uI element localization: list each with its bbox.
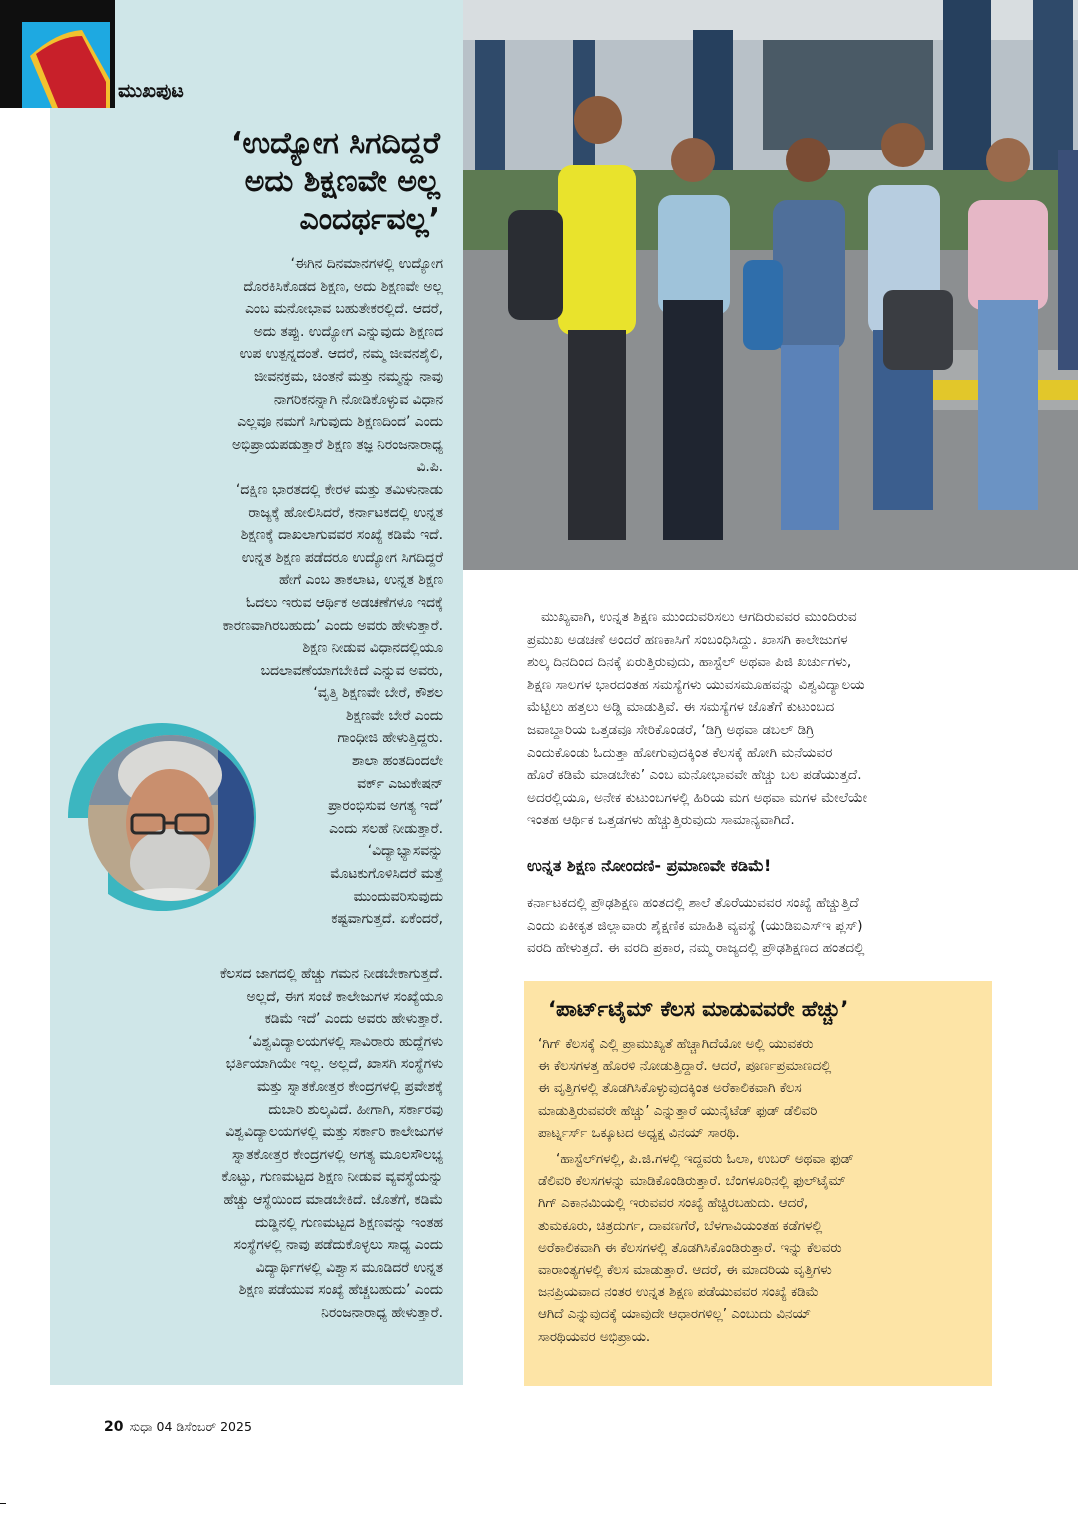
- body-line: ಅದು ತಪ್ಪು. ಉದ್ಯೋಗ ಎನ್ನುವುದು ಶಿಕ್ಷಣದ: [253, 323, 443, 340]
- body-line: ಅದರಲ್ಲಿಯೂ, ಅನೇಕ ಕುಟುಂಬಗಳಲ್ಲಿ ಹಿರಿಯ ಮಗ ಅಥವಾ ಮಗಳ ಮೇಲೆಯೇ: [527, 789, 868, 806]
- body-line: ಸ್ನಾತಕೋತ್ತರ ಕೇಂದ್ರಗಳಲ್ಲಿ ಅಗತ್ಯ ಮೂಲಸೌಲಭ್ಯ: [232, 1146, 443, 1163]
- body-line: ಹೇಗೆ ಎಂಬ ತಾಕಲಾಟ, ಉನ್ನತ ಶಿಕ್ಷಣ: [279, 572, 443, 589]
- body-line: ಕೊಟ್ಟು, ಗುಣಮಟ್ಟದ ಶಿಕ್ಷಣ ನೀಡುವ ವ್ಯವಸ್ಥೆಯನ್ನು: [221, 1169, 443, 1186]
- body-line: ಪ್ರಾರಂಭಿಸುವ ಅಗತ್ಯ ಇದೆ’: [328, 798, 443, 815]
- body-line: ಉನ್ನತ ಶಿಕ್ಷಣ ಪಡೆದರೂ ಉದ್ಯೋಗ ಸಿಗದಿದ್ದರೆ: [241, 549, 443, 566]
- sidebar-line: ಈ ಕೆಲಸಗಳತ್ತ ಹೊರಳಿ ನೋಡುತ್ತಿದ್ದಾರೆ. ಆದರೆ, ಪೂರ್ಣಪ್ರಮಾಣದಲ್ಲಿ: [538, 1059, 832, 1075]
- sidebar-line: ಡೆಲಿವರಿ ಕೆಲಸಗಳನ್ನು ಮಾಡಿಕೊಂಡಿರುತ್ತಾರೆ. ಬೆಂಗಳೂರಿನಲ್ಲಿ ಫುಲ್‌ಟೈಮ್: [538, 1174, 846, 1190]
- body-line: ಓದಲು ಇರುವ ಆರ್ಥಿಕ ಅಡಚಣೆಗಳೂ ಇದಕ್ಕೆ: [246, 594, 443, 611]
- body-line: ‘ವೃತ್ತಿ ಶಿಕ್ಷಣವೇ ಬೇರೆ, ಕೌಶಲ: [313, 685, 443, 702]
- body-line: ಹೆಚ್ಚು ಆಸ್ಥೆಯಿಂದ ಮಾಡಬೇಕಿದೆ. ಜೊತೆಗೆ, ಕಡಿಮೆ: [223, 1191, 443, 1208]
- sidebar-title: ‘ಪಾರ್ಟ್‌ಟೈಮ್ ಕೆಲಸ ಮಾಡುವವರೇ ಹೆಚ್ಚು’: [548, 997, 849, 1021]
- body-line: ಇಂತಹ ಆರ್ಥಿಕ ಒತ್ತಡಗಳು ಹೆಚ್ಚುತ್ತಿರುವುದು ಸಾಮಾನ್ಯವಾಗಿದೆ.: [527, 812, 795, 829]
- expert-portrait-photo: [88, 735, 254, 901]
- students-group-photo: [463, 0, 1078, 570]
- headline-line: ಅದು ಶಿಕ್ಷಣವೇ ಅಲ್ಲ: [244, 164, 440, 199]
- body-line: ಗಾಂಧೀಜಿ ಹೇಳುತ್ತಿದ್ದರು.: [337, 730, 443, 747]
- left-margin-strip: [0, 108, 50, 1525]
- sidebar-line: ಸಾರಥಿಯವರ ಅಭಿಪ್ರಾಯ.: [538, 1329, 651, 1345]
- body-line: ಬದಲಾವಣೆಯಾಗಬೇಕಿದೆ ಎನ್ನುವ ಅವರು,: [260, 662, 443, 679]
- left-body-text-lower: [105, 963, 443, 1325]
- body-line: ಮುಂದುವರಿಸುವುದು: [353, 888, 443, 905]
- body-line: ವರ್ಕ್ ಎಜುಕೇಷನ್: [357, 775, 443, 792]
- body-line: ಜವಾಬ್ದಾರಿಯ ಒತ್ತಡವೂ ಸೇರಿಕೊಂಡರೆ, ‘ಡಿಗ್ರಿ ಅಥವಾ ಡಬಲ್ ಡಿಗ್ರಿ: [527, 721, 815, 738]
- body-line: ಅಭಿಪ್ರಾಯಪಡುತ್ತಾರೆ ಶಿಕ್ಷಣ ತಜ್ಞ ನಿರಂಜನಾರಾಧ್ಯ: [231, 436, 443, 453]
- body-line: ‘ದಕ್ಷಿಣ ಭಾರತದಲ್ಲಿ ಕೇರಳ ಮತ್ತು ತಮಿಳುನಾಡು: [235, 481, 443, 498]
- body-line: ವಿ.ಪಿ.: [416, 459, 443, 476]
- right-body-text: [527, 606, 991, 832]
- body-line: ಶುಲ್ಕ ದಿನದಿಂದ ದಿನಕ್ಕೆ ಏರುತ್ತಿರುವುದು, ಹಾಸ್ಟೆಲ್ ಅಥವಾ ಪಿಜಿ ಖರ್ಚುಗಳು,: [527, 654, 852, 671]
- body-line: ಎಂದು ಏಕೀಕೃತ ಜಿಲ್ಲಾವಾರು ಶೈಕ್ಷಣಿಕ ಮಾಹಿತಿ ವ್ಯವಸ್ಥೆ (ಯುಡಿಐಎಸ್‌ಇ ಪ್ಲಸ್): [527, 917, 863, 934]
- sidebar-line: ತುಮಕೂರು, ಚಿತ್ರದುರ್ಗ, ದಾವಣಗೆರೆ, ಬೆಳಗಾವಿಯಂತಹ ಕಡೆಗಳಲ್ಲಿ: [538, 1218, 823, 1234]
- page-footer: [104, 1419, 252, 1435]
- body-line: ಶಿಕ್ಷಣ ನೀಡುವ ವಿಧಾನದಲ್ಲಿಯೂ: [302, 640, 443, 657]
- body-line: ಅಲ್ಲದೆ, ಈಗ ಸಂಜೆ ಕಾಲೇಜುಗಳ ಸಂಖ್ಯೆಯೂ: [246, 988, 443, 1005]
- body-line: ಪ್ರಮುಖ ಅಡಚಣೆ ಅಂದರೆ ಹಣಕಾಸಿಗೆ ಸಂಬಂಧಿಸಿದ್ದು. ಖಾಸಗಿ ಕಾಲೇಜುಗಳ: [527, 631, 848, 648]
- subheading: ಉನ್ನತ ಶಿಕ್ಷಣ ನೋಂದಣಿ- ಪ್ರಮಾಣವೇ ಕಡಿಮೆ!: [527, 856, 772, 875]
- body-line: ಸಂಸ್ಥೆಗಳಲ್ಲಿ ನಾವು ಪಡೆದುಕೊಳ್ಳಲು ಸಾಧ್ಯ ಎಂದು: [233, 1237, 443, 1254]
- body-line: ಎಂದುಕೊಂಡು ಓದುತ್ತಾ ಹೋಗುವುದಕ್ಕಿಂತ ಕೆಲಸಕ್ಕೆ ಹೋಗಿ ಮನೆಯವರ: [527, 744, 833, 761]
- body-line: ‘ವಿಶ್ವವಿದ್ಯಾಲಯಗಳಲ್ಲಿ ಸಾವಿರಾರು ಹುದ್ದೆಗಳು: [248, 1033, 443, 1050]
- sidebar-line: ಮಾಡುತ್ತಿರುವವರೇ ಹೆಚ್ಚು’ ಎನ್ನುತ್ತಾರೆ ಯುನೈಟೆಡ್ ಫುಡ್ ಡೆಲಿವರಿ: [538, 1103, 818, 1119]
- sidebar-line: ಈ ವೃತ್ತಿಗಳಲ್ಲಿ ತೊಡಗಿಸಿಕೊಳ್ಳುವುದಕ್ಕಿಂತ ಅರೆಕಾಲಿಕವಾಗಿ ಕೆಲಸ: [538, 1081, 802, 1097]
- sidebar-line: ‘ಹಾಸ್ಟೆಲ್‌ಗಳಲ್ಲಿ, ಪಿ.ಜಿ.ಗಳಲ್ಲಿ ಇದ್ದವರು ಓಲಾ, ಉಬರ್ ಅಥವಾ ಫುಡ್: [556, 1152, 854, 1168]
- body-line: ಶಾಲಾ ಹಂತದಿಂದಲೇ: [351, 753, 443, 770]
- body-line: ವರದಿ ಹೇಳುತ್ತದೆ. ಈ ವರದಿ ಪ್ರಕಾರ, ನಮ್ಮ ರಾಜ್ಯದಲ್ಲಿ ಪ್ರೌಢಶಿಕ್ಷಣದ ಹಂತದಲ್ಲಿ: [527, 940, 865, 957]
- body-line: ನಾಗರಿಕನನ್ನಾಗಿ ನೋಡಿಕೊಳ್ಳುವ ವಿಧಾನ: [273, 391, 443, 408]
- body-line: ಮತ್ತು ಸ್ನಾತಕೋತ್ತರ ಕೇಂದ್ರಗಳಲ್ಲಿ ಪ್ರವೇಶಕ್ಕೆ: [256, 1078, 443, 1095]
- body-line: ರಾಜ್ಯಕ್ಕೆ ಹೋಲಿಸಿದರೆ, ಕರ್ನಾಟಕದಲ್ಲಿ ಉನ್ನತ: [248, 504, 443, 521]
- body-line: ಮೊಟಕುಗೊಳಿಸಿದರೆ ಮತ್ತೆ: [330, 866, 443, 883]
- body-line: ಶಿಕ್ಷಣವೇ ಬೇರೆ ಎಂದು: [345, 707, 443, 724]
- crop-mark: [0, 1503, 6, 1504]
- body-line: ಶಿಕ್ಷಣ ಸಾಲಗಳ ಭಾರದಂತಹ ಸಮಸ್ಯೆಗಳು ಯುವಸಮೂಹವನ್ನು ವಿಶ್ವವಿದ್ಯಾಲಯ: [527, 676, 865, 693]
- logo-book-icon: [22, 22, 110, 108]
- body-line: ಮುಖ್ಯವಾಗಿ, ಉನ್ನತ ಶಿಕ್ಷಣ ಮುಂದುವರಿಸಲು ಆಗದಿರುವವರ ಮುಂದಿರುವ: [541, 609, 857, 625]
- body-line: ಶಿಕ್ಷಣಕ್ಕೆ ದಾಖಲಾಗುವವರ ಸಂಖ್ಯೆ ಕಡಿಮೆ ಇದೆ.: [240, 527, 443, 544]
- body-line: ವಿದ್ಯಾರ್ಥಿಗಳಲ್ಲಿ ವಿಶ್ವಾಸ ಮೂಡಿದರೆ ಉನ್ನತ: [255, 1259, 443, 1276]
- footer-issue: ಸುಧಾ 04 ಡಿಸೆಂಬರ್ 2025: [129, 1419, 252, 1434]
- body-line: ಕರ್ನಾಟಕದಲ್ಲಿ ಪ್ರೌಢಶಿಕ್ಷಣ ಹಂತದಲ್ಲಿ ಶಾಲೆ ತೊರೆಯುವವರ ಸಂಖ್ಯೆ ಹೆಚ್ಚುತ್ತಿದೆ: [527, 895, 859, 911]
- body-line: ಮೆಟ್ಟಿಲು ಹತ್ತಲು ಅಡ್ಡಿ ಮಾಡುತ್ತಿವೆ. ಈ ಸಮಸ್ಯೆಗಳ ಜೊತೆಗೆ ಕುಟುಂಬದ: [527, 699, 835, 716]
- body-line: ಉಪ ಉತ್ಪನ್ನದಂತೆ. ಆದರೆ, ನಮ್ಮ ಜೀವನಶೈಲಿ,: [239, 346, 443, 363]
- sidebar-line: ಗಿಗ್ ಎಕಾನಮಿಯಲ್ಲಿ ಇರುವವರ ಸಂಖ್ಯೆ ಹೆಚ್ಚಿರಬಹುದು. ಆದರೆ,: [538, 1196, 809, 1212]
- body-line: ಕೆಲಸದ ಜಾಗದಲ್ಲಿ ಹೆಚ್ಚು ಗಮನ ನೀಡಬೇಕಾಗುತ್ತದೆ.: [219, 966, 443, 982]
- headline: [150, 125, 440, 239]
- sidebar-body: [538, 1034, 978, 1349]
- body-line: ಭರ್ತಿಯಾಗಿಯೇ ಇಲ್ಲ. ಅಲ್ಲದೆ, ಖಾಸಗಿ ಸಂಸ್ಥೆಗಳು: [225, 1056, 443, 1073]
- sidebar-line: ಆಗಿದೆ ಎನ್ನುವುದಕ್ಕೆ ಯಾವುದೇ ಆಧಾರಗಳಿಲ್ಲ’ ಎಂಬುದು ವಿನಯ್: [538, 1307, 812, 1323]
- body-line: ದುಡ್ಡಿನಲ್ಲಿ ಗುಣಮಟ್ಟದ ಶಿಕ್ಷಣವನ್ನು ಇಂತಹ: [254, 1214, 443, 1231]
- body-line: ದೊರಕಿಸಿಕೊಡದ ಶಿಕ್ಷಣ, ಅದು ಶಿಕ್ಷಣವೇ ಅಲ್ಲ: [243, 278, 443, 295]
- body-line: ಹೊರೆ ಕಡಿಮೆ ಮಾಡಬೇಕು’ ಎಂಬ ಮನೋಭಾವವೇ ಹೆಚ್ಚು ಬಲ ಪಡೆಯುತ್ತದೆ.: [527, 767, 862, 784]
- section-label: ಮುಖಪುಟ: [118, 80, 184, 102]
- body-line: ಕಷ್ಟವಾಗುತ್ತದೆ. ಏಕೆಂದರೆ,: [331, 911, 443, 928]
- body-line: ‘ವಿದ್ಯಾಭ್ಯಾಸವನ್ನು: [367, 843, 443, 860]
- page-number: 20: [104, 1419, 124, 1435]
- sidebar-line: ಜನಪ್ರಿಯವಾದ ನಂತರ ಉನ್ನತ ಶಿಕ್ಷಣ ಪಡೆಯುವವರ ಸಂಖ್ಯೆ ಕಡಿಮೆ: [538, 1285, 819, 1301]
- body-line: ಎಲ್ಲವೂ ನಮಗೆ ಸಿಗುವುದು ಶಿಕ್ಷಣದಿಂದ’ ಎಂದು: [237, 414, 443, 431]
- body-line: ಎಂದು ಸಲಹೆ ನೀಡುತ್ತಾರೆ.: [329, 820, 443, 837]
- headline-line: ‘ಉದ್ಯೋಗ ಸಿಗದಿದ್ದರೆ: [230, 126, 440, 161]
- body-line: ಕಾರಣವಾಗಿರಬಹುದು’ ಎಂದು ಅವರು ಹೇಳುತ್ತಾರೆ.: [222, 617, 443, 634]
- body-line: ಕಡಿಮೆ ಇದೆ’ ಎಂದು ಅವರು ಹೇಳುತ್ತಾರೆ.: [264, 1011, 443, 1028]
- headline-line: ಎಂದರ್ಥವಲ್ಲ’: [299, 202, 440, 237]
- sidebar-line: ‘ಗಿಗ್ ಕೆಲಸಕ್ಕೆ ಎಲ್ಲಿ ಪ್ರಾಮುಖ್ಯತೆ ಹೆಚ್ಚಾಗಿದೆಯೋ ಅಲ್ಲಿ ಯುವಕರು: [538, 1037, 814, 1052]
- sidebar-line: ಪಾರ್ಟ್ನರ್ಸ್ ಒಕ್ಕೂಟದ ಅಧ್ಯಕ್ಷ ವಿನಯ್ ಸಾರಥಿ.: [538, 1125, 740, 1141]
- body-line: ‘ಈಗಿನ ದಿನಮಾನಗಳಲ್ಲಿ ಉದ್ಯೋಗ: [290, 256, 443, 272]
- right-body-text-lower: [527, 892, 991, 960]
- sidebar-line: ಅರೆಕಾಲಿಕವಾಗಿ ಈ ಕೆಲಸಗಳಲ್ಲಿ ತೊಡಗಿಸಿಕೊಂಡಿರುತ್ತಾರೆ. ಇನ್ನು ಕೆಲವರು: [538, 1240, 842, 1256]
- body-line: ಶಿಕ್ಷಣ ಪಡೆಯುವ ಸಂಖ್ಯೆ ಹೆಚ್ಚಬಹುದು’ ಎಂದು: [238, 1282, 443, 1299]
- sidebar-line: ವಾರಾಂತ್ಯಗಳಲ್ಲಿ ಕೆಲಸ ಮಾಡುತ್ತಾರೆ. ಆದರೆ, ಈ ಮಾದರಿಯ ವೃತ್ತಿಗಳು: [538, 1263, 832, 1279]
- logo-emblem: [22, 22, 110, 108]
- body-line: ದುಬಾರಿ ಶುಲ್ಕವಿದೆ. ಹೀಗಾಗಿ, ಸರ್ಕಾರವು: [268, 1101, 443, 1118]
- bottom-margin: [0, 1385, 463, 1525]
- body-line: ಎಂಬ ಮನೋಭಾವ ಬಹುತೇಕರಲ್ಲಿದೆ. ಆದರೆ,: [245, 301, 443, 318]
- body-line: ಜೀವನಕ್ರಮ, ಚಿಂತನೆ ಮತ್ತು ನಮ್ಮನ್ನು ನಾವು: [254, 368, 443, 385]
- body-line: ವಿಶ್ವವಿದ್ಯಾಲಯಗಳಲ್ಲಿ ಮತ್ತು ಸರ್ಕಾರಿ ಕಾಲೇಜುಗಳ: [225, 1124, 443, 1141]
- body-line: ನಿರಂಜನಾರಾಧ್ಯ ಹೇಳುತ್ತಾರೆ.: [321, 1304, 443, 1321]
